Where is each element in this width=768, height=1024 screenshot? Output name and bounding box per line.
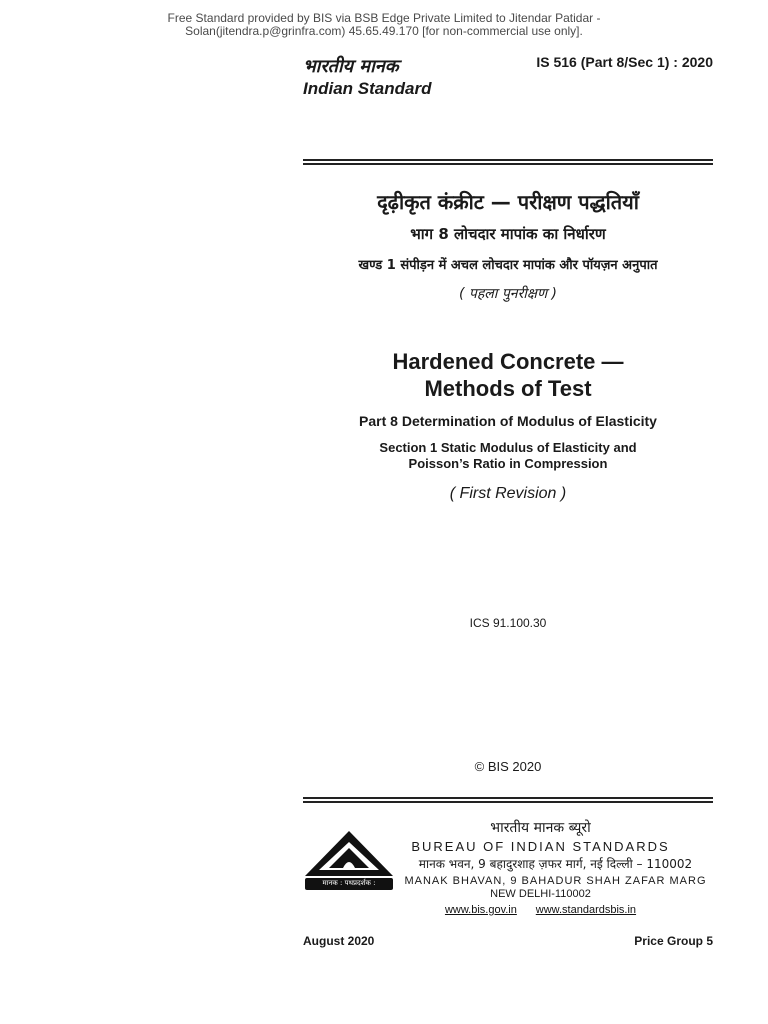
- english-section-title: [303, 440, 713, 472]
- hindi-revision: ( पहला पुनरीक्षण ): [458, 286, 557, 302]
- bis-website-link[interactable]: www.bis.gov.in: [444, 904, 517, 916]
- publisher-city: NEW DELHI-110002: [490, 888, 591, 900]
- top-double-rule: [303, 159, 713, 165]
- price-group: Price Group 5: [634, 934, 713, 948]
- hindi-part-title: भाग 8 लोचदार मापांक का निर्धारण: [410, 225, 606, 243]
- publisher-hindi-address: मानक भवन, 9 बहादुरशाह ज़फर मार्ग, नई दिल्ली – 110002: [418, 857, 693, 871]
- english-title-line-1: Hardened Concrete —: [392, 349, 624, 374]
- publisher-hindi-name: भारतीय मानक ब्यूरो: [490, 820, 591, 836]
- watermark-line-1: Free Standard provided by BIS via BSB Edge Private Limited to Jitendar Patidar -: [167, 11, 601, 25]
- logo-motto: मानक : पथप्रदर्शक :: [322, 879, 376, 887]
- ics-code: ICS 91.100.30: [469, 616, 547, 630]
- english-main-title: [303, 348, 713, 402]
- english-revision: ( First Revision ): [449, 485, 567, 502]
- publisher-address: MANAK BHAVAN, 9 BAHADUR SHAH ZAFAR MARG: [404, 875, 707, 887]
- publisher-name: BUREAU OF INDIAN STANDARDS: [411, 839, 670, 854]
- english-section-line-1: Section 1 Static Modulus of Elasticity and: [379, 440, 637, 455]
- hindi-main-title: दृढ़ीकृत कंक्रीट — परीक्षण पद्धतियाँ: [377, 190, 639, 214]
- publisher-links: [368, 901, 713, 918]
- hindi-section-title: खण्ड 1 संपीड़न में अचल लोचदार मापांक और पॉयज़न अनुपात: [358, 258, 658, 273]
- download-watermark: [0, 12, 768, 38]
- publisher-block: [398, 818, 713, 918]
- copyright-notice: © BIS 2020: [474, 759, 542, 774]
- english-section-line-2: Poisson’s Ratio in Compression: [408, 456, 608, 471]
- watermark-line-2: Solan(jitendra.p@grinfra.com) 45.65.49.170 [for non-commercial use only].: [185, 24, 583, 38]
- hindi-standard-label: भारतीय मानक: [303, 56, 399, 77]
- english-title-line-2: Methods of Test: [424, 376, 592, 401]
- publication-date: August 2020: [303, 934, 375, 948]
- english-part-title: Part 8 Determination of Modulus of Elasticity: [359, 413, 657, 429]
- indian-standard-label: Indian Standard: [303, 79, 432, 98]
- standardsbis-website-link[interactable]: www.standardsbis.in: [535, 904, 637, 916]
- bottom-double-rule: [303, 797, 713, 803]
- standard-number: IS 516 (Part 8/Sec 1) : 2020: [536, 54, 713, 70]
